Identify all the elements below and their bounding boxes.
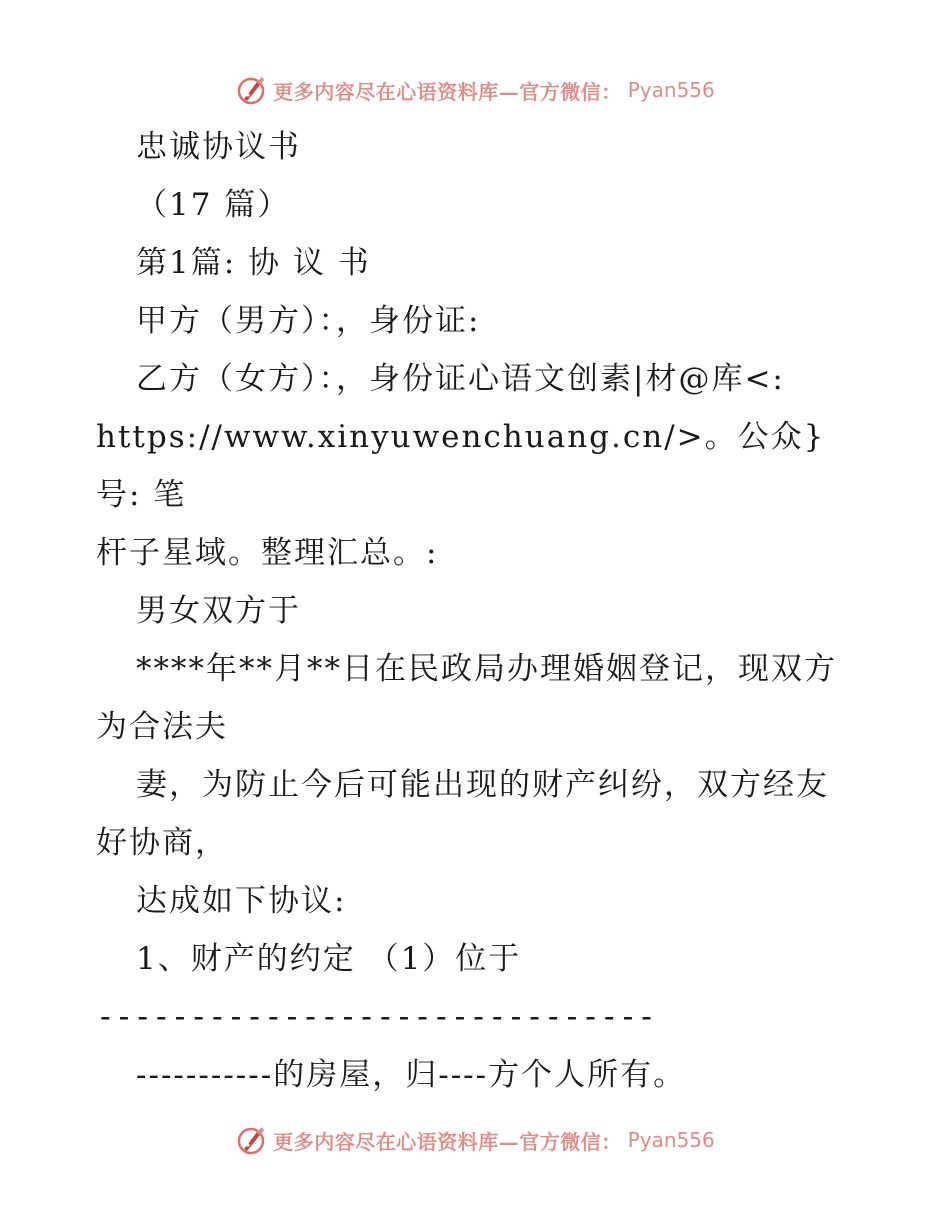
party-a-line: 甲方（男方）：，身份证: <box>136 303 481 339</box>
clause-line: -----------的房屋，归----方个人所有。 <box>136 1057 687 1093</box>
watermark-text: 更多内容尽在心语资料库—官方微信： <box>273 79 622 104</box>
body-line: 好协商， <box>96 825 228 861</box>
body-line: ****年**月**日在民政局办理婚姻登记，现双方 <box>136 651 837 687</box>
party-b-line: 乙方（女方）：，身份证心语文创素|材@库<: <box>136 361 785 397</box>
document-body <box>96 118 856 1104</box>
body-line: 为合法夫 <box>96 709 228 745</box>
quill-pen-circle-icon <box>235 1124 267 1156</box>
clause-line: 1、财产的约定 （1）位于 <box>136 941 522 977</box>
body-line: https://www.xinyuwenchuang.cn/>。公众}号: 笔 <box>96 419 826 513</box>
quill-pen-circle-icon <box>235 74 267 106</box>
doc-title: 忠诚协议书 <box>136 129 301 165</box>
watermark-wechat-id: Pyan556 <box>627 1128 715 1152</box>
body-line: 达成如下协议: <box>136 883 347 919</box>
body-line: 杆子星域。整理汇总。: <box>96 535 439 571</box>
body-line: 男女双方于 <box>136 593 301 629</box>
watermark-wechat-id: Pyan556 <box>627 78 715 102</box>
section-heading: 第1篇: 协 议 书 <box>136 245 371 281</box>
blank-line: ------------------------------ <box>96 999 656 1035</box>
watermark-text: 更多内容尽在心语资料库—官方微信： <box>273 1129 622 1154</box>
body-line: 妻，为防止今后可能出现的财产纠纷，双方经友 <box>136 767 829 803</box>
watermark-footer <box>0 1120 950 1160</box>
doc-subtitle: （17 篇） <box>136 187 291 223</box>
watermark-header <box>0 70 950 110</box>
